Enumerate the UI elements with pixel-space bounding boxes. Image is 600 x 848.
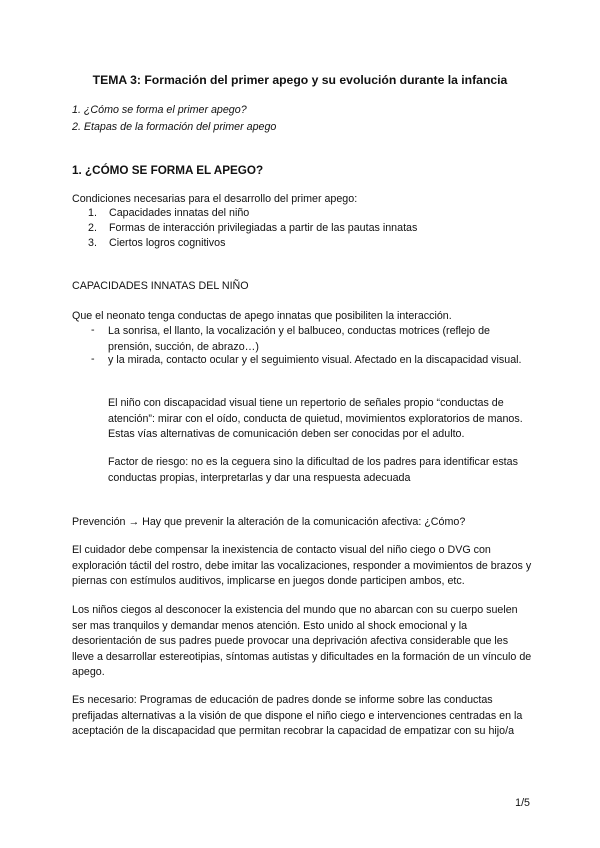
bullet-dash: - xyxy=(91,353,95,365)
risk-factor-note: Factor de riesgo: no es la ceguera sino la dificultad de los padres para identificar estas conductas propias, interpretarlas y dar una respuesta adecuada xyxy=(108,456,518,484)
page-number: 1/5 xyxy=(515,797,530,809)
necessity-paragraph: Es necesario: Programas de educación de padres donde se informe sobre las conductas prefijadas alternativas a la visión de que dispone el niño ciego e intervenciones centradas en la aceptación de la discapacidad que permitan recobrar la capacidad de empatizar con su hijo/a xyxy=(72,694,523,737)
toc-item-1: 1. ¿Cómo se forma el primer apego? xyxy=(72,104,247,116)
bullet-dash: - xyxy=(91,324,95,336)
list-number: 3. xyxy=(88,237,97,249)
list-number: 1. xyxy=(88,207,97,219)
conditions-intro: Condiciones necesarias para el desarrollo del primer apego: xyxy=(72,193,358,205)
section-heading: 1. ¿CÓMO SE FORMA EL APEGO? xyxy=(72,164,264,177)
list-text: Capacidades innatas del niño xyxy=(109,207,250,219)
visual-impairment-note: El niño con discapacidad visual tiene un repertorio de señales propio “conductas de atención”: mirar con el oído, conducta de quietud, movimientos exploratorios de manos. Estas vías alternativas de comunicación deben ser conocidas por el adulto. xyxy=(108,397,523,440)
bullet-text: La sonrisa, el llanto, la vocalización y el balbuceo, conductas motrices (reflejo de prensión, succión, de abrazo…) xyxy=(108,325,490,353)
prevention-line: Prevención → Hay que prevenir la alteración de la comunicación afectiva: ¿Cómo? xyxy=(72,516,466,528)
conditions-list xyxy=(0,207,600,257)
innate-intro: Que el neonato tenga conductas de apego innatas que posibiliten la interacción. xyxy=(72,310,452,322)
caregiver-paragraph: El cuidador debe compensar la inexistencia de contacto visual del niño ciego o DVG con exploración táctil del rostro, debe imitar las vocalizaciones, responder a movimientos de brazos y piernas con estímulos auditivos, implicarse en juegos donde participen ambos, etc. xyxy=(72,544,532,587)
blind-children-paragraph: Los niños ciegos al desconocer la existencia del mundo que no abarcan con su cuerpo suelen ser mas tranquilos y demandar menos atención. Esto unido al shock emocional y la desorientación de sus padres puede provocar una deprivación afectiva considerable que les lleve a desarrollar estereotipias, síntomas autistas y dificultades en la formación de un vínculo de apego. xyxy=(72,604,532,678)
document-title: TEMA 3: Formación del primer apego y su evolución durante la infancia xyxy=(92,73,508,87)
subsection-heading: CAPACIDADES INNATAS DEL NIÑO xyxy=(72,280,249,292)
list-number: 2. xyxy=(88,222,97,234)
list-text: Ciertos logros cognitivos xyxy=(109,237,226,249)
bullet-text: y la mirada, contacto ocular y el seguimiento visual. Afectado en la discapacidad visual. xyxy=(108,354,522,366)
list-text: Formas de interacción privilegiadas a partir de las pautas innatas xyxy=(109,222,418,234)
toc-item-2: 2. Etapas de la formación del primer apego xyxy=(72,121,277,133)
